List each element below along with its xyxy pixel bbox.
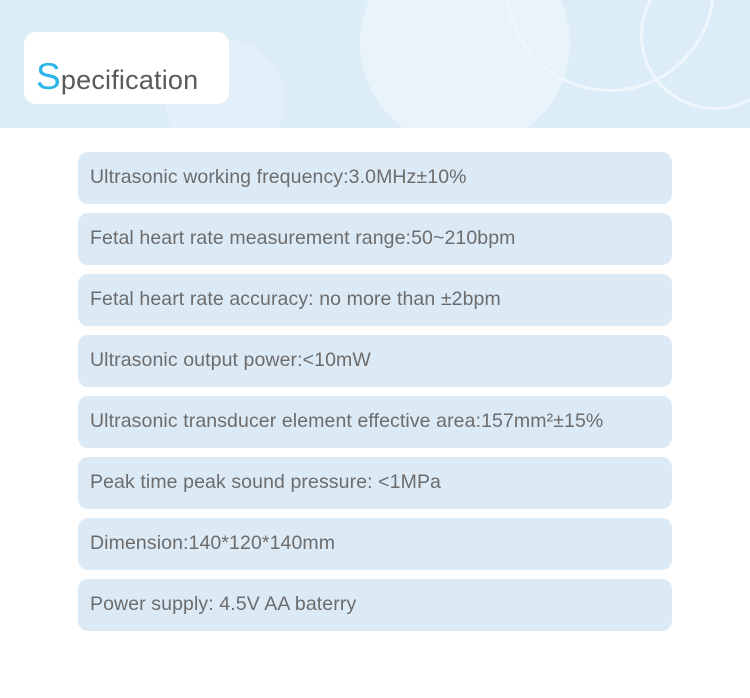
page-title-rest: pecification <box>60 65 199 95</box>
page-title <box>36 58 198 95</box>
decorative-circle-outline-small <box>640 0 750 110</box>
list-item: Fetal heart rate accuracy: no more than ±2bpm <box>78 274 672 326</box>
list-item: Dimension:140*120*140mm <box>78 518 672 570</box>
list-item: Fetal heart rate measurement range:50~210bpm <box>78 213 672 265</box>
page-title-initial: S <box>36 56 61 97</box>
list-item: Ultrasonic working frequency:3.0MHz±10% <box>78 152 672 204</box>
specification-list <box>78 152 672 640</box>
list-item: Ultrasonic output power:<10mW <box>78 335 672 387</box>
list-item: Power supply: 4.5V AA baterry <box>78 579 672 631</box>
list-item: Ultrasonic transducer element effective area:157mm²±15% <box>78 396 672 448</box>
list-item: Peak time peak sound pressure: <1MPa <box>78 457 672 509</box>
